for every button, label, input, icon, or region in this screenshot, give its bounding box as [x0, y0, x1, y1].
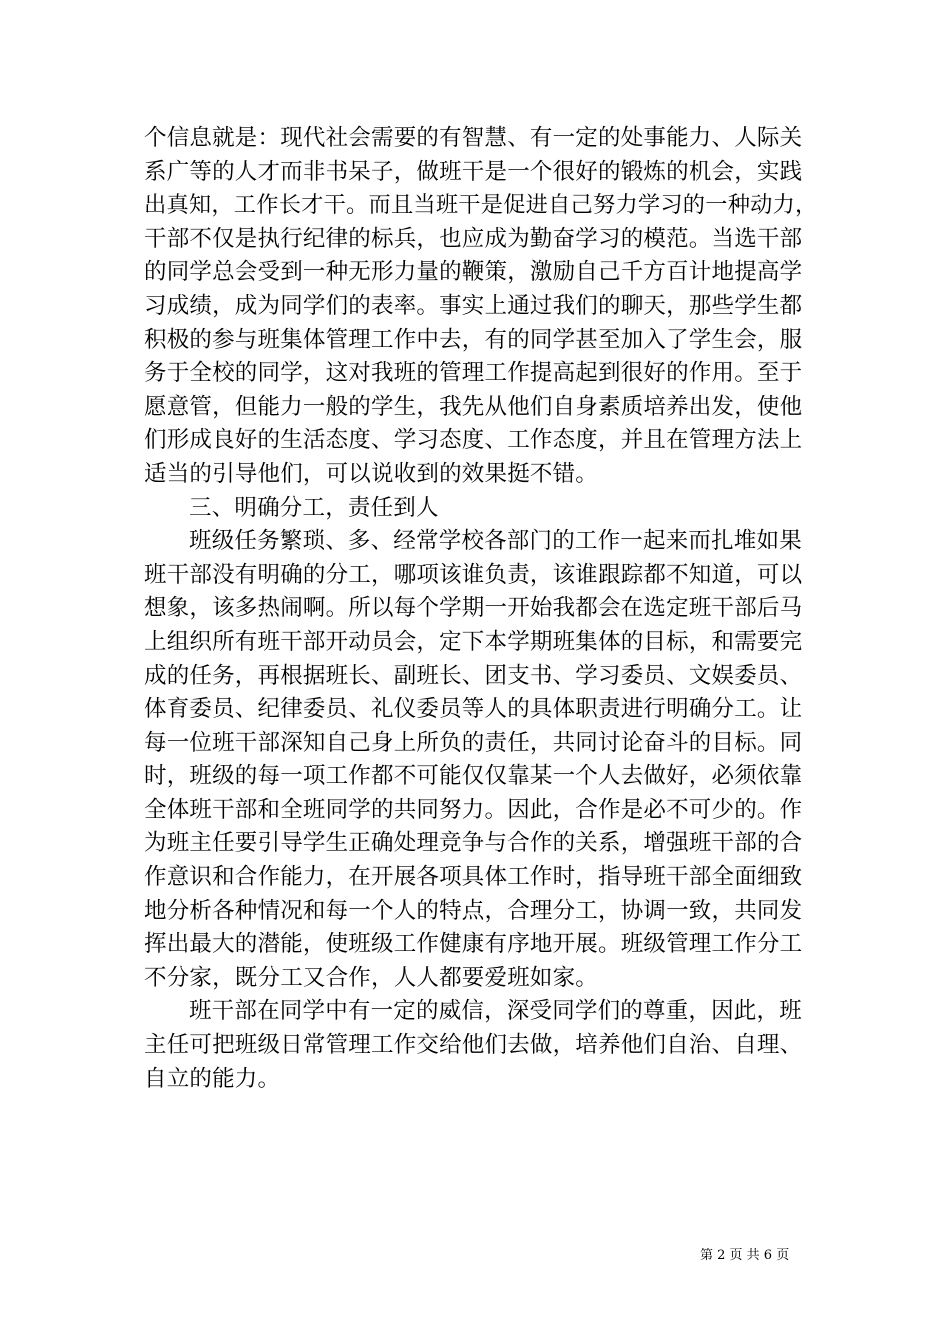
text-line: 每一位班干部深知自己身上所负的责任，共同讨论奋斗的目标。同: [144, 729, 803, 756]
text-line: 出真知，工作长才干。而且当班干是促进自己努力学习的一种动力，: [144, 192, 818, 219]
text-line: 地分析各种情况和每一个人的特点，合理分工，协调一致，共同发: [144, 897, 803, 924]
text-line: 想象，该多热闹啊。所以每个学期一开始我都会在选定班干部后马: [144, 595, 803, 622]
text-line: 积极的参与班集体管理工作中去，有的同学甚至加入了学生会，服: [144, 326, 803, 353]
text-line: 班级任务繁琐、多、经常学校各部门的工作一起来而扎堆如果: [189, 528, 802, 555]
text-line: 个信息就是：现代社会需要的有智慧、有一定的处事能力、人际关: [144, 125, 803, 151]
text-line: 班干部没有明确的分工，哪项该谁负责，该谁跟踪都不知道，可以: [144, 561, 803, 588]
text-line: 习成绩，成为同学们的表率。事实上通过我们的聊天，那些学生都: [144, 292, 803, 319]
text-line: 的同学总会受到一种无形力量的鞭策，激励自己千方百计地提高学: [144, 259, 803, 286]
text-line: 时，班级的每一项工作都不可能仅仅靠某一个人去做好，必须依靠: [144, 763, 803, 790]
text-line: 三、明确分工，责任到人: [189, 494, 439, 521]
text-line: 主任可把班级日常管理工作交给他们去做，培养他们自治、自理、: [144, 1032, 803, 1059]
document-body: [144, 122, 818, 1096]
text-line: 班干部在同学中有一定的威信，深受同学们的尊重，因此，班: [189, 998, 802, 1025]
text-line: 干部不仅是执行纪律的标兵，也应成为勤奋学习的模范。当选干部: [144, 225, 803, 252]
text-line: 适当的引导他们，可以说收到的效果挺不错。: [144, 460, 599, 487]
text-line: 系广等的人才而非书呆子，做班干是一个很好的锻炼的机会，实践: [144, 158, 803, 185]
text-line: 作意识和合作能力，在开展各项具体工作时，指导班干部全面细致: [144, 864, 803, 891]
text-line: 为班主任要引导学生正确处理竞争与合作的关系，增强班干部的合: [144, 830, 803, 857]
page-number: 第 2 页 共 6 页: [700, 1248, 790, 1263]
text-line: 体育委员、纪律委员、礼仪委员等人的具体职责进行明确分工。让: [144, 696, 803, 723]
text-line: 上组织所有班干部开动员会，定下本学期班集体的目标，和需要完: [144, 628, 803, 655]
text-line: 不分家，既分工又合作，人人都要爱班如家。: [144, 964, 599, 991]
text-line: 务于全校的同学，这对我班的管理工作提高起到很好的作用。至于: [144, 360, 803, 387]
text-line: 自立的能力。: [144, 1065, 281, 1092]
text-line: 全体班干部和全班同学的共同努力。因此，合作是必不可少的。作: [144, 796, 803, 823]
text-line: 愿意管，但能力一般的学生，我先从他们自身素质培养出发，使他: [144, 393, 803, 420]
text-line: 挥出最大的潜能，使班级工作健康有序地开展。班级管理工作分工: [144, 931, 803, 958]
text-line: 们形成良好的生活态度、学习态度、工作态度，并且在管理方法上: [144, 427, 803, 454]
text-line: 成的任务，再根据班长、副班长、团支书、学习委员、文娱委员、: [144, 662, 803, 689]
